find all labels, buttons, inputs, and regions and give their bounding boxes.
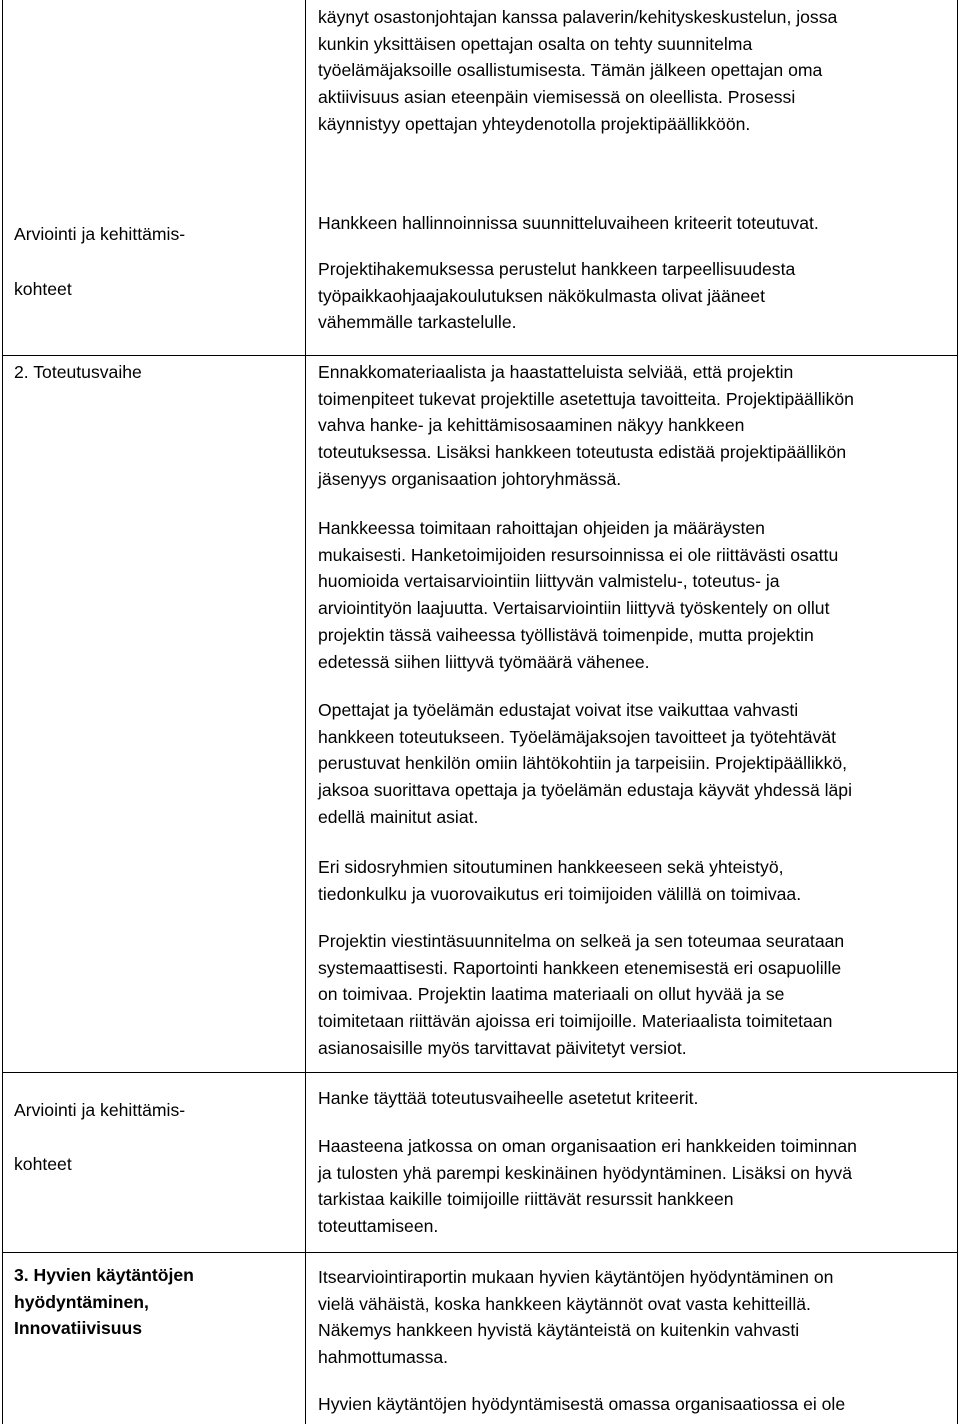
row-label-line: Innovatiivisuus: [14, 1318, 143, 1339]
text-line: perustuvat henkilön omiin lähtökohtiin ja tarpeisiin. Projektipäällikkö,: [318, 753, 848, 774]
text-line: Projektihakemuksessa perustelut hankkeen tarpeellisuudesta: [318, 259, 796, 279]
row-label-line: 2. Toteutusvaihe: [14, 362, 142, 382]
text-line: työelämäjaksoille osallistumisesta. Tämän jälkeen opettajan oma: [318, 60, 823, 81]
text-line: huomioida vertaisarviointiin liittyvän valmistelu-, toteutus- ja: [318, 571, 780, 592]
paragraph: [318, 1391, 845, 1418]
paragraph: [318, 1133, 857, 1240]
paragraph: [318, 210, 819, 237]
text-line: toteuttamiseen.: [318, 1216, 439, 1237]
paragraph: [318, 4, 837, 138]
text-line: Hanke täyttää toteutusvaiheelle asetetut kriteerit.: [318, 1088, 699, 1108]
text-line: Ennakkomateriaalista ja haastatteluista selviää, että projektin: [318, 362, 794, 382]
text-line: asianosaisille myös tarvittavat päivitetyt versiot.: [318, 1037, 687, 1058]
row-label: [14, 207, 185, 317]
row-label-line: hyödyntäminen,: [14, 1291, 149, 1312]
text-line: toimenpiteet tukevat projektille asetettuja tavoitteita. Projektipäällikön: [318, 388, 854, 409]
text-line: vähemmälle tarkastelulle.: [318, 312, 517, 333]
text-line: toimitetaan riittävän ajoissa eri toimijoille. Materiaalista toimitetaan: [318, 1011, 833, 1032]
text-line: Opettajat ja työelämän edustajat voivat itse vaikuttaa vahvasti: [318, 700, 799, 720]
row-label-line: Arviointi ja kehittämis-: [14, 224, 186, 244]
table-border-right: [957, 0, 958, 1424]
paragraph: [318, 928, 844, 1062]
row-label-line: kohteet: [14, 279, 72, 299]
text-line: Eri sidosryhmien sitoutuminen hankkeeseen sekä yhteistyö,: [318, 857, 784, 877]
text-line: mukaisesti. Hanketoimijoiden resursoinnissa ei ole riittävästi osattu: [318, 544, 839, 565]
row-label: [14, 1083, 185, 1191]
text-line: systemaattisesti. Raportointi hankkeen etenemisestä eri osapuolille: [318, 957, 842, 978]
text-line: Hankkeessa toimitaan rahoittajan ohjeiden ja määräysten: [318, 518, 765, 538]
text-line: työpaikkaohjaajakoulutuksen näkökulmasta olivat jääneet: [318, 285, 765, 306]
row-divider: [2, 355, 958, 356]
text-line: hahmottumassa.: [318, 1347, 449, 1368]
text-line: vielä vähäistä, koska hankkeen käytännöt ovat vasta kehitteillä.: [318, 1293, 811, 1314]
text-line: edetessä siihen liittyvä työmäärä vähenee.: [318, 651, 650, 672]
paragraph: [318, 256, 795, 336]
text-line: Hyvien käytäntöjen hyödyntämisestä omassa organisaatiossa ei ole: [318, 1394, 846, 1414]
paragraph: [318, 515, 838, 675]
text-line: kunkin yksittäisen opettajan osalta on tehty suunnitelma: [318, 33, 753, 54]
text-line: ja tulosten yhä parempi keskinäinen hyödyntäminen. Lisäksi on hyvä: [318, 1162, 852, 1183]
paragraph: [318, 1264, 833, 1371]
paragraph: [318, 1085, 698, 1112]
text-line: Projektin viestintäsuunnitelma on selkeä ja sen toteumaa seurataan: [318, 931, 845, 951]
text-line: on toimivaa. Projektin laatima materiaali on ollut hyvää ja se: [318, 984, 785, 1005]
row-label-line: kohteet: [14, 1154, 72, 1174]
text-line: jaksoa suorittava opettaja ja työelämän edustaja käyvät yhdessä läpi: [318, 780, 852, 801]
text-line: Hankkeen hallinnoinnissa suunnitteluvaiheen kriteerit toteutuvat.: [318, 213, 819, 233]
text-line: aktiivisuus asian eteenpäin viemisessä on oleellista. Prosessi: [318, 87, 796, 108]
row-label: [14, 359, 142, 386]
paragraph: [318, 854, 801, 907]
text-line: toteutuksessa. Lisäksi hankkeen toteutusta edistää projektipäällikön: [318, 442, 847, 463]
text-line: arviointityön laajuutta. Vertaisarviointiin liittyvä työskentely on ollut: [318, 598, 830, 619]
row-label-line: Arviointi ja kehittämis-: [14, 1100, 186, 1120]
text-line: jäsenyys organisaation johtoryhmässä.: [318, 468, 622, 489]
row-label: [14, 1262, 194, 1342]
table-column-divider: [305, 0, 306, 1424]
paragraph: [318, 697, 852, 831]
row-divider: [2, 1072, 958, 1073]
text-line: tarkistaa kaikille toimijoille riittävät resurssit hankkeen: [318, 1189, 734, 1210]
row-divider: [2, 1252, 958, 1253]
text-line: Haasteena jatkossa on oman organisaation eri hankkeiden toiminnan: [318, 1136, 857, 1156]
text-line: käynnistyy opettajan yhteydenotolla projektipäällikköön.: [318, 113, 751, 134]
paragraph: [318, 359, 854, 493]
text-line: tiedonkulku ja vuorovaikutus eri toimijoiden välillä on toimivaa.: [318, 883, 802, 904]
text-line: edellä mainitut asiat.: [318, 806, 479, 827]
table-border-left: [2, 0, 3, 1424]
row-label-line: 3. Hyvien käytäntöjen: [14, 1265, 194, 1285]
text-line: käynyt osastonjohtajan kanssa palaverin/kehityskeskustelun, jossa: [318, 7, 838, 27]
text-line: Näkemys hankkeen hyvistä käytänteistä on kuitenkin vahvasti: [318, 1320, 800, 1341]
text-line: hankkeen toteutukseen. Työelämäjaksojen tavoitteet ja työtehtävät: [318, 726, 837, 747]
text-line: Itsearviointiraportin mukaan hyvien käytäntöjen hyödyntäminen on: [318, 1267, 834, 1287]
text-line: vahva hanke- ja kehittämisosaaminen näkyy hankkeen: [318, 415, 745, 436]
text-line: projektin tässä vaiheessa työllistävä toimenpide, mutta projektin: [318, 624, 814, 645]
